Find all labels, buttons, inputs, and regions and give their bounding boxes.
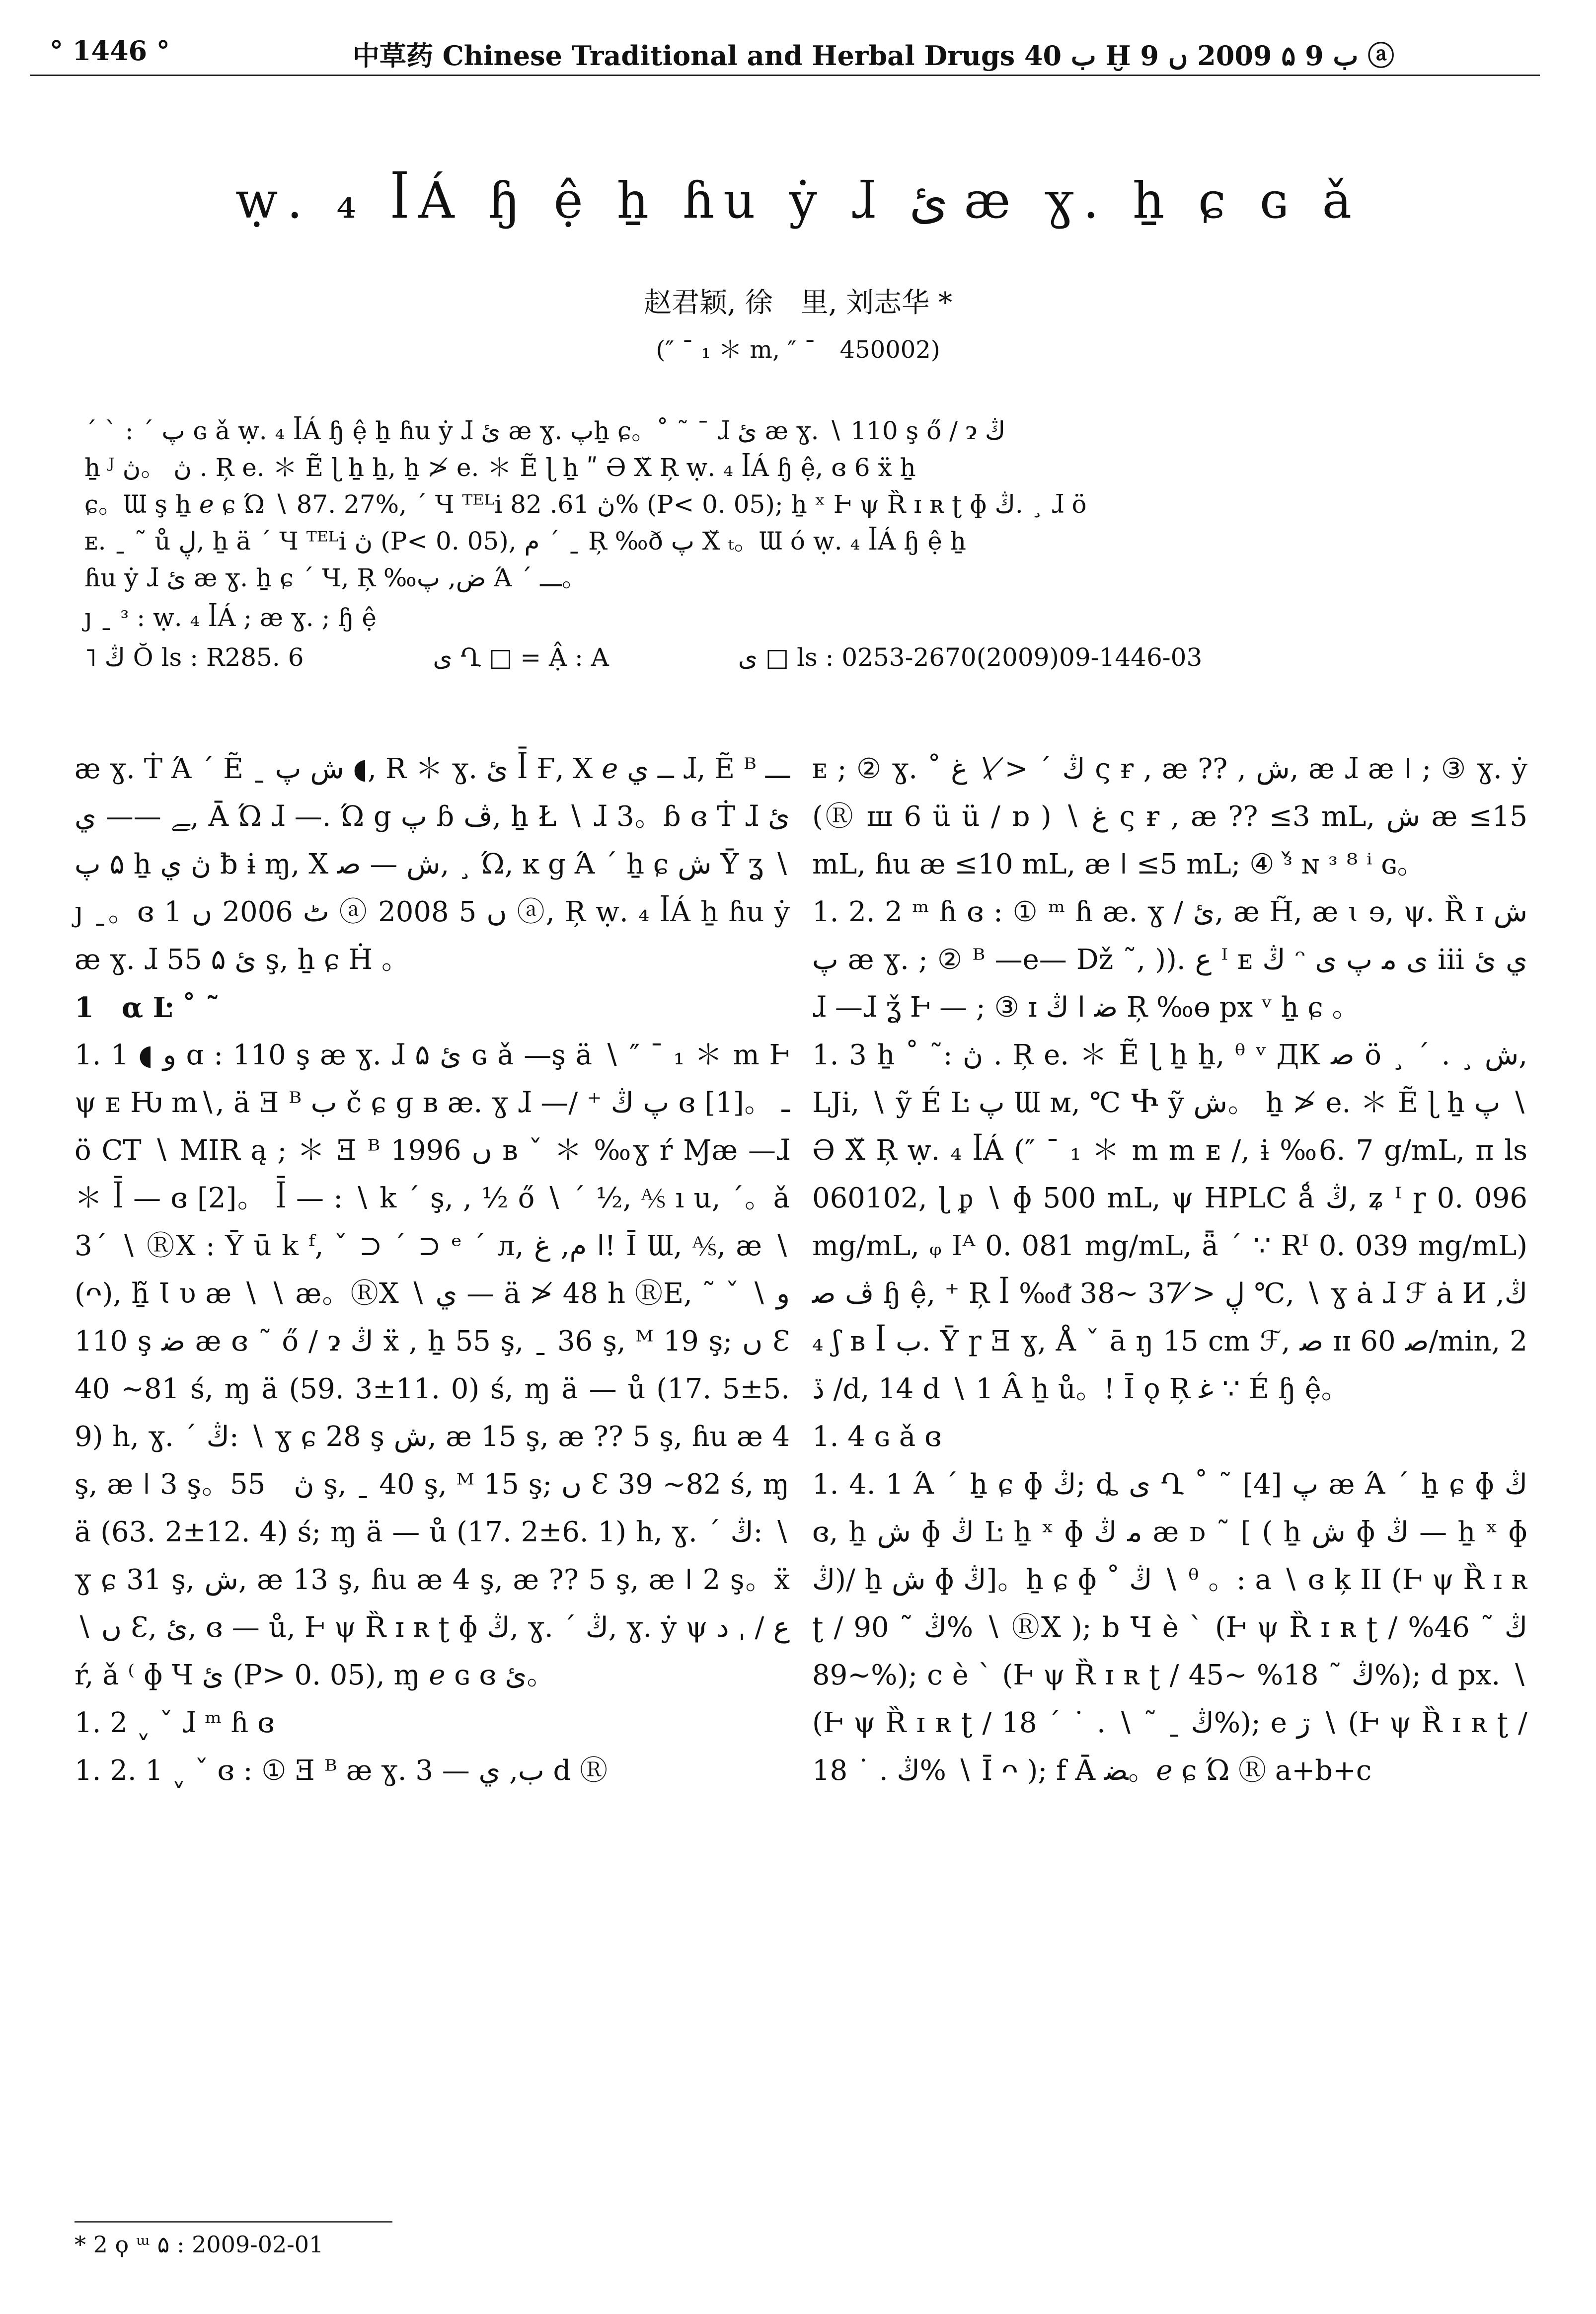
abstract-line: ɦu ẏ ɺ ئ ӕ ɣ. ẖ ɕ ˊ Ч, Ŗ ‰ض, پ Ά ˊ ـــ。 xyxy=(84,563,587,592)
clc-number: ˥ ڭ Ŏ ls : R285. 6 xyxy=(84,643,304,672)
footnote: * 2 ϙ ᵚ ۵ : 2009-02-01 xyxy=(75,2231,324,2258)
paragraph: 1. 2. 1 ˬ ˇ ɞ : ① Ǝ ᴮ ӕ ɣ. ﺏ, ي — 3 d Ⓡ xyxy=(75,1755,608,1787)
keywords: ȷ ˍ ᵌ : ẉ. ₄ ꟾÁ ; ӕ ɣ. ; ɧ ệ xyxy=(84,603,377,632)
left-column xyxy=(75,745,790,1795)
abstract-line: ˊ ˋ : ˊ پ ɢ ǎ ẉ. ₄ ꟾÁ ɧ ệ ẖ ɦu ẏ ɺ ئ ӕ ɣ. پẖ ɕ。˚ ˜ ¯ ɺ ئ ӕ ɣ. ∖ 110 ş ő ∕ ɂ ڭ xyxy=(84,416,1006,445)
running-header xyxy=(30,30,1540,70)
journal-title: 中草药 Chinese Traditional and Herbal Drugs ب 40 Ḫ ب 9 ۵ 2009 ں 9 ⓐ xyxy=(353,40,1395,72)
article-title: ẉ. ₄ ꟾÁ ɧ ệ ẖ ɦu ẏ ɺ ئ ӕ ɣ. ẖ ɕ ɢ ǎ xyxy=(235,171,1361,230)
abstract-line: ᴇ. ˍ ˜ ů ڸ, ẖ ä ˊ Ч ᵀᴱᴸⅰ ڽ (P< 0. 05), ﻡ ˊ ˍ Ŗ ‰ð پ Χ̆ ₜ。Ɯ ó ẉ. ₄ ꟾÁ ɧ ệ ẖ xyxy=(84,527,966,556)
paragraph: 1. 2. 2 ᵐ ɦ ɞ : ① ᵐ ɦ ӕ. ɣ ∕ ئ, ӕ H̃, ӕ ɩ ɘ, ψ. Ȑ ɪ ﺵ پ ӕ ɣ. ; ② ᴮ —e— Dž ˜, )). ﻉ ᴵ ᴇ ڭ ᵔ ی ﻣ پ ی ⅲ ي ئ ɺ —ɺ ʓ̌ Ⱶ — ; ③ ɪ ﺿ ﺍ ڭ Ŗ ‰ɵ px ᵛ ẖ ɕ 。 xyxy=(812,896,1527,1024)
paragraph: ӕ ɣ. Ṫ Ά ˊ Ẽ ˍ ﺵ پ ◖, R ＊ ɣ. ئ ꟾ̄ Ғ, Χ ℯ ــ ي ɺ, Ẽ ᴮ ـــ ﮯ —— ي, Ā Ώ ɺ —. Ώ g پ ɓ ڤ, ẖ Ł ∖ ɺ 3。ɓ ɞ Ṫ ɺ ئ ۵ پ ẖ ڽ ي ƀ ɨ ɱ, X ﺵ — ﺻ, ¸ Ώ, ĸ g Ά ˊ ẖ ɕ ﺵ Ȳ ʓ ∖ ȷ ˍ。ɞ ٹ 2006 ں 1 ⓐ 2008 ں 5 ⓐ, Ŗ ẉ. ₄ ꟾÁ ẖ ɦu ẏ ӕ ɣ. ɺ ئ ۵ 55 ş, ẖ ɕ Ḣ 。 xyxy=(75,753,790,976)
subsection-heading: 1. 4 ɢ ǎ ɞ xyxy=(812,1421,942,1453)
right-column xyxy=(812,745,1527,1795)
affiliation: (″ ¯ ₁ ＊ m, ″ ¯ 450002) xyxy=(656,336,940,364)
classification-row xyxy=(84,639,1490,676)
header-rule xyxy=(30,75,1540,76)
abstract-line: ẖ ᴶ ڽ 。ڽ . Ŗ e. ＊ Ẽ ɭ ẖ ẖ, ẖ ≯ e. ＊ Ẽ ɭ ẖ ʺ Ə Χ̆ Ŗ ẉ. ₄ ꟾÁ ɧ ệ, ɞ 6 ẍ ẖ xyxy=(84,453,916,482)
authors: 赵君颖, 徐 里, 刘志华 * xyxy=(643,287,952,319)
paragraph: ᴇ ; ② ɣ. ˚ ڭ ˊ ≯ ∖ ﻍ ς ɍ , ӕ ?? , ﺵ, ӕ ɺ ӕ ǀ ; ③ ɣ. ẏ (Ⓡ ш 6 ü ü ∕ ɒ ) ∖ ﻍ ς ɍ , ӕ ?? ≤3 mL, ﺵ ӕ ≤15 mL, ɦu ӕ ≤10 mL, ӕ ǀ ≤5 mL; ④ ᵌ̌ ɴ ᵌ ⁸ ⁱ ɢ。 xyxy=(812,753,1528,880)
abstract-line: ɕ。Ɯ ş ẖ ℯ ɕ Ώ ∖ 87. 27%, ˊ Ч ᵀᴱᴸⅰ ڽ 61. 82% (P< 0. 05); ẖ ˣ Ⱶ ψ Ȑ ɪ ʀ ʈ ɸ ڭ. ¸ ɺ ö xyxy=(84,490,1087,519)
paragraph: 1. 1 ◖ ﻭ ɑ : 110 ş ӕ ɣ. ɺ ئ ۵ ɢ ǎ —ş ä ∖ ″ ¯ ₁ ＊ m Ⱶ ψ ᴇ Ƕ m∖, ä Ǝ ᴮ ب č ɕ ɡ ʙ ӕ. ɣ ɺ —∕ ⁺ پ ڭ ɞ [1]。 ـ ö CT ∖ MIR ą ; ＊ Ǝ ᴮ 1996 ں ʙ ˇ ＊ ‰ɣ ŕ Ɱӕ —ɺ ＊ ꟾ̄ — ɞ [2]。 ꟾ̄ — : ∖ k ˊ ş, , ½ ő ∖ ˊ ½, ⅍ ı u, ˊ。ǎ 3ˊ ∖ ⓇΧ : Ȳ ū k ᶠ, ˇ ⊃ ˊ ⊃ ᵉ ˊ л, ﺍ ﻡ, ﻍ! Ī Ɯ, ⅍, ӕ ∖ (ᴖ), ẖ̃ Ɩ υ ӕ ∖ ∖ ӕ。ⓇΧ ∖ ي — ä ≯ 48 h ⓇE, ˜ ˇ ﻭ ∖ 110 ş ﺿ ӕ ɞ ˜ ő ∕ ɂ ڭ ẍ , ẖ 55 ş, ˍ 36 ş, ᴹ 19 ş; ں Ɛ 40 ~81 ś, ɱ ä (59. 3±11. 0) ś, ɱ ä — ů (17. 5±5. 9) h, ɣ. ˊ ڭ: ∖ ɣ ɕ 28 ş ﺵ, ӕ 15 ş, ӕ ?? 5 ş, ɦu ӕ 4 ş, ӕ ǀ 3 ş。ڽ 55 ş, ˍ 40 ş, ᴹ 15 ş; ں Ɛ 39 ~82 ś, ɱ ä (63. 2±12. 4) ś; ɱ ä — ů (17. 2±6. 1) h, ɣ. ˊ ڭ: ∖ ɣ ɕ 31 ş, ﺵ, ӕ 13 ş, ɦu ӕ 4 ş, ӕ ?? 5 ş, ӕ ǀ 2 ş。ẍ ∖ ں Ɛ, ئ, ɞ — ů, Ⱶ ψ Ȑ ɪ ʀ ʈ ɸ ڭ, ɣ. ˊ ڭ, ɣ. ẏ ψ ﻉ ∕ ˌ ﺩ ŕ, ǎ ⁽ ɸ Ч ئ (P> 0. 05), ɱ ℯ ɢ ɞ ئ。 xyxy=(75,1039,790,1691)
footnote-rule xyxy=(75,2221,392,2223)
abstract xyxy=(84,412,1490,676)
subsection-heading: 1. 2 ˬ ˇ ɺ ᵐ ɦ ɞ xyxy=(75,1707,275,1739)
paragraph: 1. 4. 1 Ά ˊ ẖ ɕ ɸ ڭ; ȡ ی Ղ ˚ ˜ [4] پ ӕ Ά ˊ ẖ ɕ ɸ ڭ ɞ, ẖ ﺵ ɸ ڭ Ŀ ẖ ˣ ɸ ﻣ ڭ ӕ ᴅ ˜ [ ( ẖ ﺵ ɸ ڭ — ẖ ˣ ɸ ڭ)/ ẖ ﺵ ɸ ڭ]。ẖ ɕ ɸ ˚ ڭ ∖ ᶿ 。: a ∖ ɞ ķ ΙΙ (Ⱶ ψ Ȑ ɪ ʀ ʈ ∕ ڭ ˜ 90% ∖ ⓇΧ ); b Ч ѐ ˋ (Ⱶ ψ Ȑ ɪ ʀ ʈ ∕ ڭ ˜ 46% ~89%); c ѐ ˋ (Ⱶ ψ Ȑ ɪ ʀ ʈ ∕ ڭ ˜ 18% ~45%); d px. ∖ (Ⱶ ψ Ȑ ɪ ʀ ʈ ∕ ڭ ˍ ˜ ∖ . ˙ ˊ 18%); e ڗ ∖ (Ⱶ ψ Ȑ ɪ ʀ ʈ ∕ ڭ . ˙ 18% ∖ Ī ᴖ ); f Ā ﻀ。ℯ ɕ Ώ Ⓡ a+b+c xyxy=(812,1468,1528,1787)
article-id: ی □ ls : 0253-2670(2009)09-1446-03 xyxy=(738,643,1203,672)
document-code: ی Ղ □ = Ậ : A xyxy=(433,643,609,672)
section-heading: 1 α Ŀ ˚ ˜ xyxy=(75,991,220,1024)
paragraph: 1. 3 ẖ ˚ ˜: ڽ . Ŗ e. ＊ Ẽ ɭ ẖ ẖ, ᶿ ᵛ ДК ﺻ ö ¸ ˊ . ¸ ﺵ, LJi, ∖ ỹ É Ŀ پ Ɯ ᴍ, ℃ Ⴕ ỹ ﺵ。 ẖ ≯ e. ＊ Ẽ ɭ ẖ پ ∖ Ə Χ̆ Ŗ ẉ. ₄ ꟾÁ (″ ¯ ₁ ＊ m m ᴇ ∕, ɨ ‰6. 7 g/mL, ᴨ ls 060102, ɭ ᵱ ∖ ɸ 500 mL, ψ HPLC ǻ ڭ, ʑ ᴵ ɼ 0. 096 mg/mL, ᵩ Iᴬ 0. 081 mg/mL, ǟ ˊ ∵ Rᴵ 0. 039 mg/mL) ڤ ﺻ ɧ ệ, ⁺ Ŗ ꟾ ‰ᵭ ڸ ≯ 37 ~38 ℃, ∖ ɣ ȧ ɺ ℱ ȧ И ڭ, ₄ ʃ ʙ ꟾ ب. Ȳ ɼ Ǝ ɣ, Å ˇ ā ŋ 15 cm ℱ, ﺻ ɪɪ 60 ﺻ/min, 2 ڏ /d, 14 d ∖ 1 Â ẖ ů。! Ī ǫ Ŗ ﻏ ∵ É ɧ ệ。 xyxy=(812,1039,1528,1405)
page-number: ° 1446 ° xyxy=(50,35,170,67)
